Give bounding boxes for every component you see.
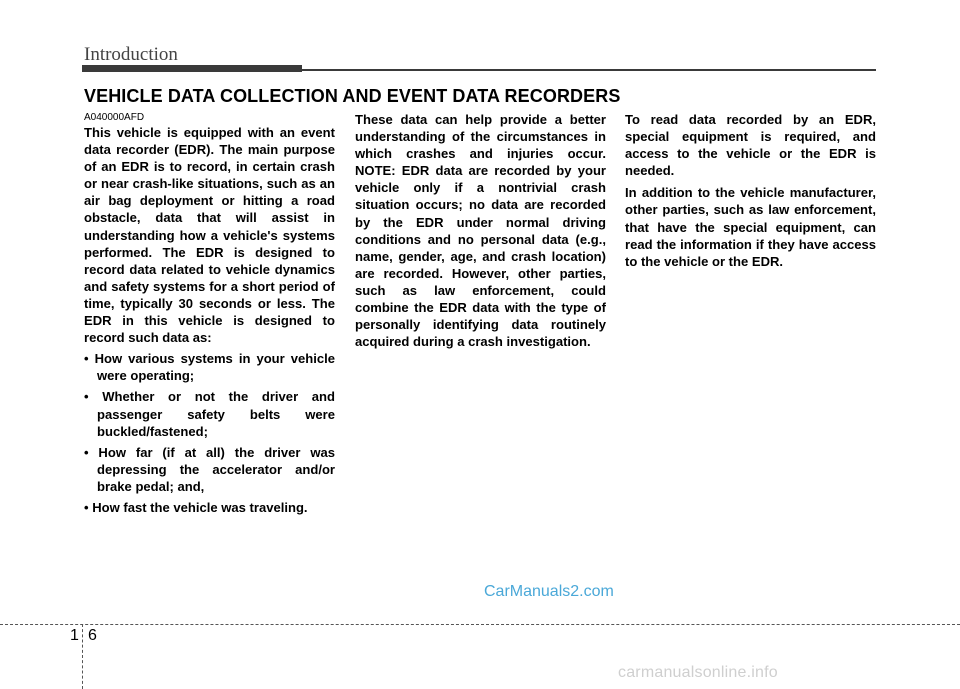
footer-vertical-divider (82, 624, 83, 689)
text-column-2 (355, 111, 606, 350)
text-column-1 (84, 111, 335, 516)
bullet-item: • How far (if at all) the driver was depressing the accelerator and/or brake pedal; and, (84, 444, 335, 494)
page-number: 6 (88, 627, 97, 644)
section-number: 1 (70, 627, 79, 644)
page-title: VEHICLE DATA COLLECTION AND EVENT DATA RECORDERS (84, 86, 621, 106)
body-paragraph: These data can help provide a better understanding of the circumstances in which crashes and injuries occur. NOTE: EDR data are recorded by your vehicle only if a nontrivial crash situation occurs; no data are recorded by the EDR under normal driving conditions and no personal data (e.g., name, gender, age, and crash location) are recorded. However, other parties, such as law enforcement, could combine the EDR data with the type of personally identifying data routinely acquired during a crash investigation. (355, 112, 606, 350)
bullet-item: • How various systems in your vehicle were operating; (84, 351, 335, 384)
footer-divider (0, 624, 960, 625)
header-rule-thick (82, 65, 302, 72)
body-paragraph: To read data recorded by an EDR, special equipment is required, and access to the vehicle or the EDR is needed. (625, 112, 876, 179)
header-rule-thin (302, 69, 876, 71)
bullet-item: • How fast the vehicle was traveling. (84, 499, 308, 515)
section-label: Introduction (84, 44, 178, 65)
footer-watermark[interactable]: carmanualsonline.info (618, 664, 778, 681)
section-code: A040000AFD (84, 112, 145, 123)
text-column-3 (625, 111, 876, 270)
watermark-link[interactable]: CarManuals2.com (484, 583, 614, 600)
bullet-item: • Whether or not the driver and passenger safety belts were buckled/fastened; (84, 389, 335, 439)
intro-paragraph: This vehicle is equipped with an event data recorder (EDR). The main purpose of an EDR is to record, in certain crash or near crash-like situations, such as an air bag deployment or hitting a road obstacle, data that will assist in understanding how a vehicle's systems performed. The EDR is designed to record data related to vehicle dynamics and safety systems for a short period of time, typically 30 seconds or less. The EDR in this vehicle is designed to record such data as: (84, 125, 335, 346)
body-paragraph: In addition to the vehicle manufacturer, other parties, such as law enforcement, that have the special equipment, can read the information if they have access to the vehicle or the EDR. (625, 185, 876, 269)
